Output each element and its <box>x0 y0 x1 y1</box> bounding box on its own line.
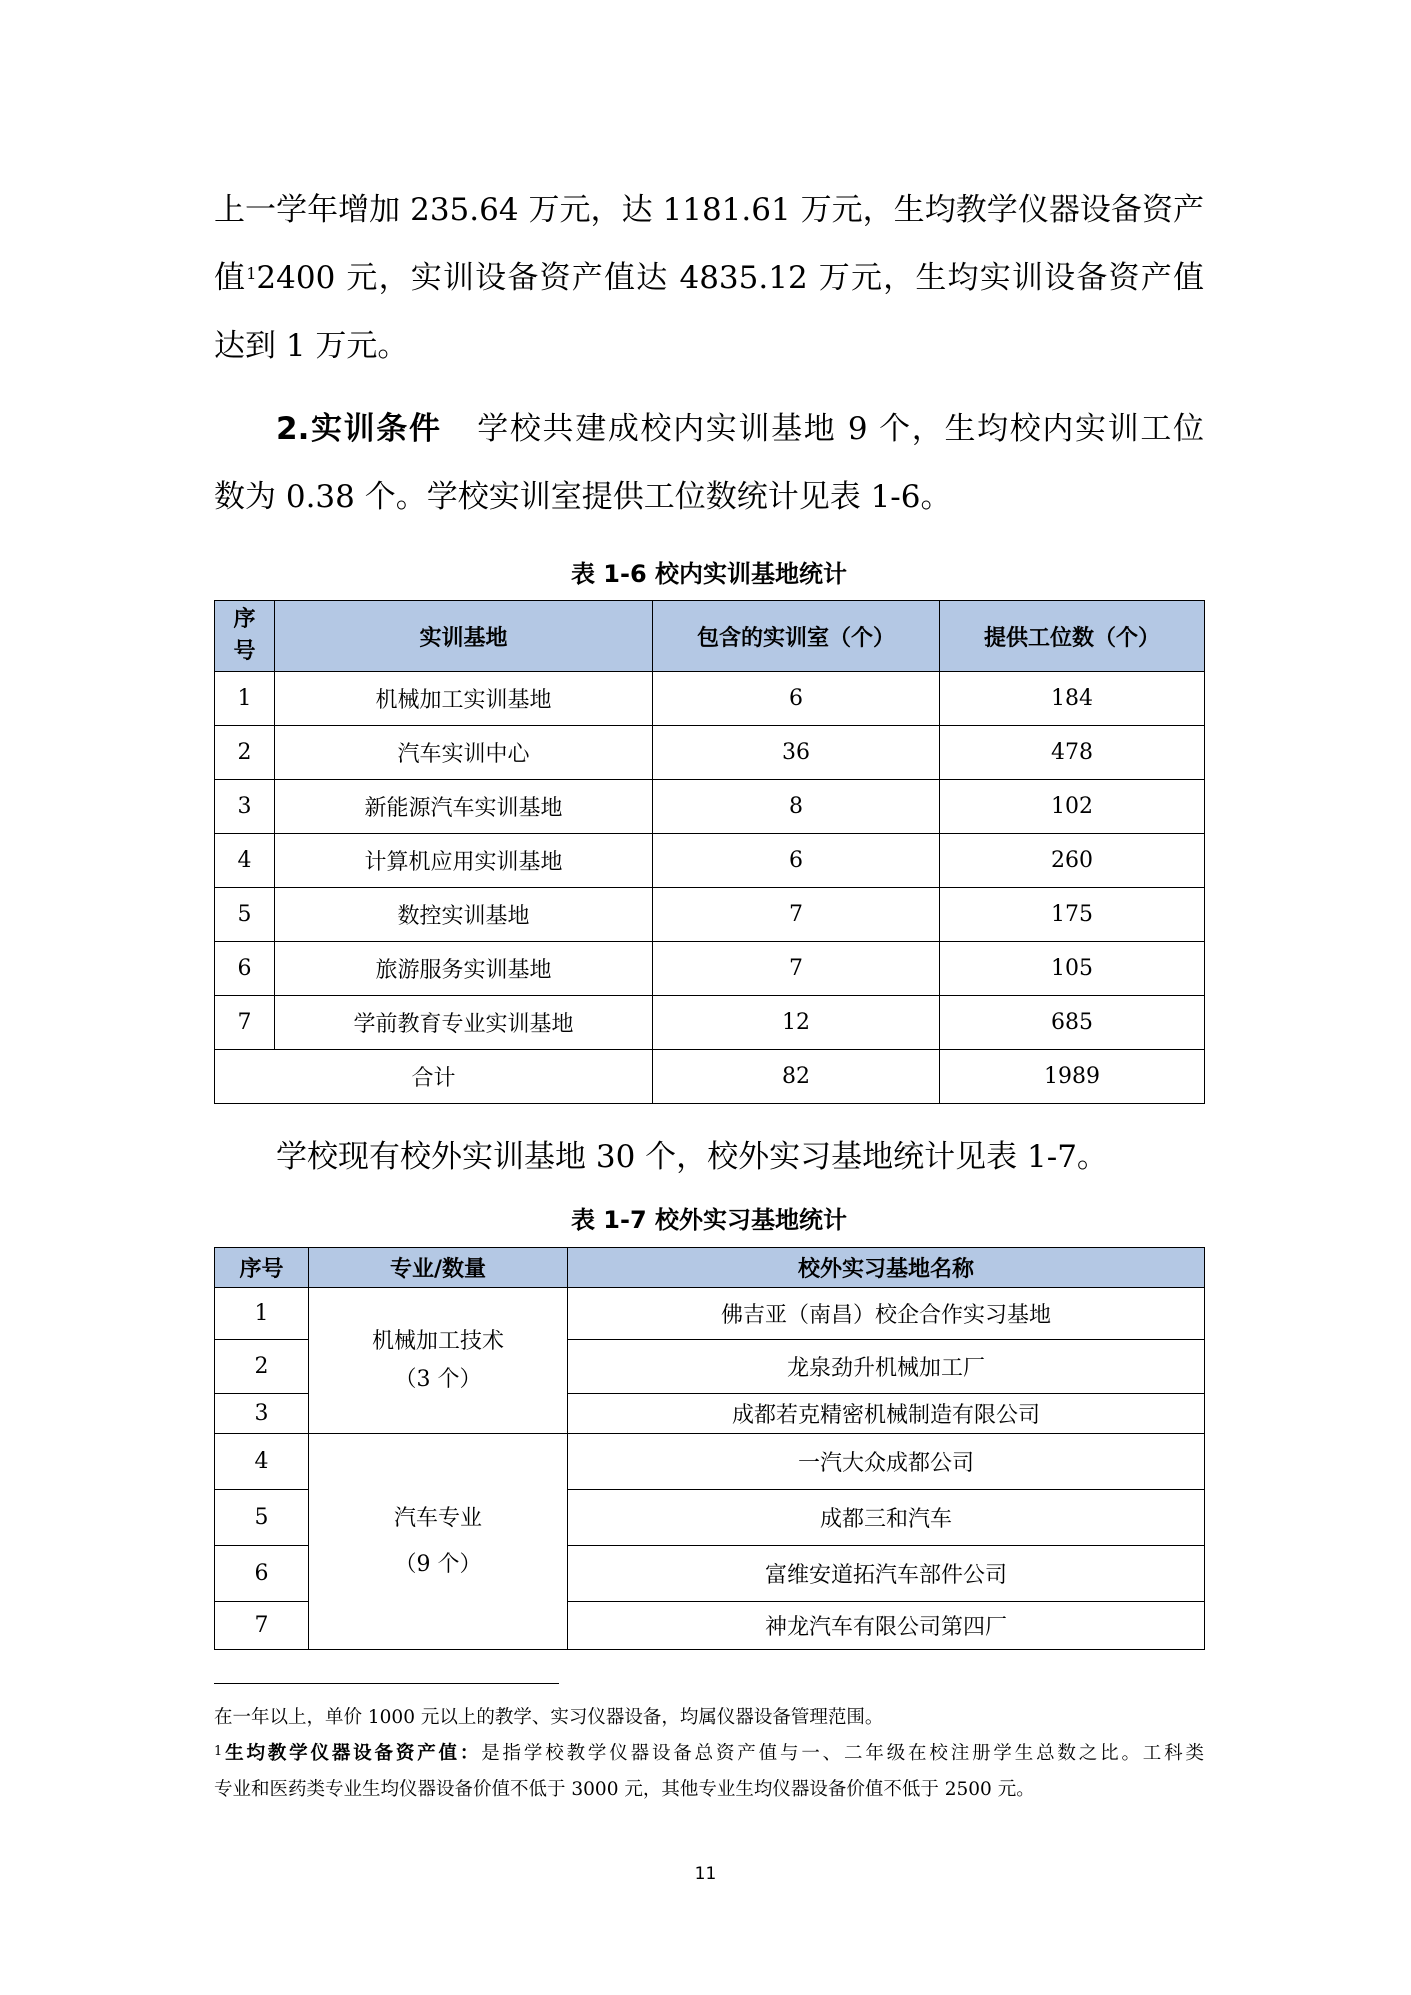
text-line: 达到 1 万元。 <box>214 328 409 364</box>
cell-seq: 5 <box>215 888 275 942</box>
major-count: （3 个） <box>394 1366 482 1392</box>
cell-stations: 184 <box>940 672 1205 726</box>
cell-stations: 685 <box>940 996 1205 1050</box>
table-row <box>215 996 1205 1050</box>
header-base-name: 校外实习基地名称 <box>568 1248 1205 1288</box>
table-total-row <box>215 1050 1205 1104</box>
paragraph-external <box>214 1123 1204 1191</box>
text-fragment: 学校共建成校内实训基地 9 个，生均校内实训工位 <box>475 411 1204 447</box>
table-header-row <box>215 1248 1205 1288</box>
page-number: 11 <box>694 1864 717 1884</box>
text-line <box>214 244 1204 312</box>
footnote-1-cont: 专业和医药类专业生均仪器设备价值不低于 3000 元，其他专业生均仪器设备价值不低于 2500 元。 <box>214 1779 1035 1800</box>
cell-stations: 105 <box>940 942 1205 996</box>
cell-rooms: 7 <box>653 888 940 942</box>
cell-stations: 260 <box>940 834 1205 888</box>
cell-seq: 3 <box>215 1394 309 1434</box>
header-seq: 序 号 <box>215 601 275 672</box>
cell-base: 旅游服务实训基地 <box>275 942 653 996</box>
footnote-ref[interactable]: 1 <box>246 264 257 283</box>
header-stations: 提供工位数（个） <box>940 601 1205 672</box>
text-fragment: 值 <box>214 260 247 296</box>
table-internal-training-bases <box>214 600 1205 1104</box>
cell-rooms: 8 <box>653 780 940 834</box>
cell-stations: 102 <box>940 780 1205 834</box>
table1-caption: 表 1-6 校内实训基地统计 <box>570 560 848 588</box>
header-seq: 序号 <box>215 1248 309 1288</box>
table-row <box>215 888 1205 942</box>
table-external-internship-bases <box>214 1247 1205 1650</box>
text-line: 学校现有校外实训基地 30 个，校外实习基地统计见表 1-7。 <box>276 1139 1108 1175</box>
cell-base: 汽车实训中心 <box>275 726 653 780</box>
table-row <box>215 780 1205 834</box>
major-count: （9 个） <box>394 1551 482 1577</box>
cell-base: 数控实训基地 <box>275 888 653 942</box>
cell-base-name: 成都若克精密机械制造有限公司 <box>568 1394 1205 1434</box>
cell-base-name: 佛吉亚（南昌）校企合作实习基地 <box>568 1288 1205 1340</box>
cell-seq: 5 <box>215 1490 309 1546</box>
cell-rooms: 36 <box>653 726 940 780</box>
cell-major-group <box>309 1434 568 1650</box>
cell-total-label: 合计 <box>215 1050 653 1104</box>
footnote-mark: 1 <box>214 1744 223 1759</box>
footnote-term: 生均教学仪器设备资产值： <box>222 1743 482 1764</box>
table-row <box>215 1288 1205 1340</box>
cell-rooms: 6 <box>653 672 940 726</box>
cell-seq: 2 <box>215 1340 309 1394</box>
cell-seq: 6 <box>215 942 275 996</box>
cell-stations: 175 <box>940 888 1205 942</box>
text-fragment: 2400 元，实训设备资产值达 4835.12 万元，生均实训设备资产值 <box>256 260 1205 296</box>
table-header-row <box>215 601 1205 672</box>
section-heading: 2.实训条件 <box>276 411 442 447</box>
text-line: 数为 0.38 个。学校实训室提供工位数统计见表 1-6。 <box>214 479 952 515</box>
footnote-text: 是指学校教学仪器设备总资产值与一、二年级在校注册学生总数之比。工科类 <box>481 1743 1204 1764</box>
cell-base-name: 龙泉劲升机械加工厂 <box>568 1340 1205 1394</box>
cell-rooms: 12 <box>653 996 940 1050</box>
cell-total-stations: 1989 <box>940 1050 1205 1104</box>
cell-base: 新能源汽车实训基地 <box>275 780 653 834</box>
cell-rooms: 6 <box>653 834 940 888</box>
cell-rooms: 7 <box>653 942 940 996</box>
text-line <box>214 395 1204 463</box>
cell-stations: 478 <box>940 726 1205 780</box>
text-line: 上一学年增加 235.64 万元，达 1181.61 万元，生均教学仪器设备资产 <box>214 192 1204 228</box>
cell-seq: 6 <box>215 1546 309 1602</box>
cell-base: 计算机应用实训基地 <box>275 834 653 888</box>
cell-major-group <box>309 1288 568 1434</box>
table-row <box>215 834 1205 888</box>
table-row <box>215 672 1205 726</box>
cell-base: 学前教育专业实训基地 <box>275 996 653 1050</box>
cell-seq: 7 <box>215 1602 309 1650</box>
header-major: 专业/数量 <box>309 1248 568 1288</box>
cell-base-name: 富维安道拓汽车部件公司 <box>568 1546 1205 1602</box>
paragraph-equipment <box>214 176 1204 380</box>
cell-seq: 7 <box>215 996 275 1050</box>
footnote-continuation: 在一年以上，单价 1000 元以上的教学、实习仪器设备，均属仪器设备管理范围。 <box>214 1707 884 1728</box>
cell-seq: 1 <box>215 1288 309 1340</box>
cell-seq: 2 <box>215 726 275 780</box>
footnotes <box>214 1700 1204 1808</box>
table-row <box>215 726 1205 780</box>
cell-base: 机械加工实训基地 <box>275 672 653 726</box>
cell-seq: 4 <box>215 1434 309 1490</box>
cell-seq: 3 <box>215 780 275 834</box>
cell-seq: 4 <box>215 834 275 888</box>
major-name: 汽车专业 <box>393 1505 482 1531</box>
major-name: 机械加工技术 <box>371 1328 504 1354</box>
cell-total-rooms: 82 <box>653 1050 940 1104</box>
cell-base-name: 神龙汽车有限公司第四厂 <box>568 1602 1205 1650</box>
footnote-separator <box>214 1683 559 1684</box>
cell-base-name: 成都三和汽车 <box>568 1490 1205 1546</box>
cell-base-name: 一汽大众成都公司 <box>568 1434 1205 1490</box>
cell-seq: 1 <box>215 672 275 726</box>
header-rooms: 包含的实训室（个） <box>653 601 940 672</box>
header-base: 实训基地 <box>275 601 653 672</box>
table2-caption: 表 1-7 校外实习基地统计 <box>570 1206 848 1234</box>
table-row <box>215 1434 1205 1490</box>
paragraph-training <box>214 395 1204 531</box>
table-row <box>215 942 1205 996</box>
footnote-1 <box>214 1736 1204 1772</box>
